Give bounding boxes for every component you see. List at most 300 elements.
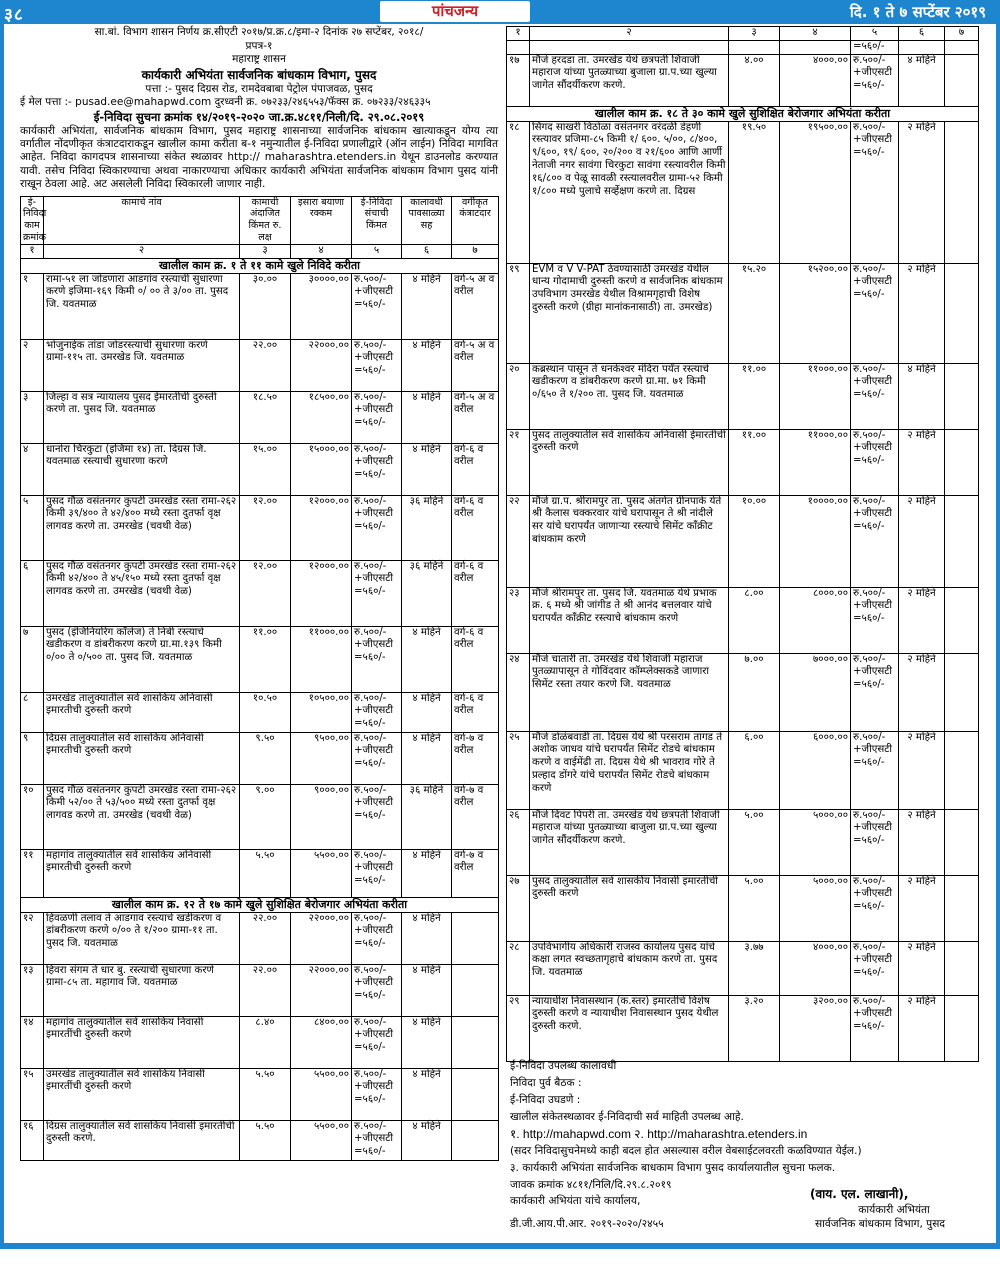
fee-text: +जीएसटी	[354, 862, 394, 874]
work-name: मौजे श्रीरामपुर ता. पुसद जि. यवतमाळ येथे प्रभाक क्र. ६ मध्ये श्री जांगीड ते श्री आनंद बत्तलवार यांचे घरापर्यंत कॉंक्रीट रस्त्याचे बांधकाम करणे	[530, 587, 729, 653]
section-title-row	[21, 258, 499, 273]
estimated-cost: ३.२०	[729, 995, 780, 1061]
work-number: २०	[507, 363, 530, 429]
estimated-cost: ९.५०	[240, 732, 291, 784]
work-name: मौजे ग्रा.प. श्रीरामपुर ता. पुसद अंतर्गत ग्रीनपार्क येते श्री कैलास चक्करवार यांचे घरापासून ते श्री नांदीले सर यांचे घरापर्यंत जाणाऱ्या रस्त्याचे सिमेंट कॉंक्रीट बांधकाम करणे	[530, 495, 729, 587]
fee-cell	[352, 339, 402, 391]
fee-cell	[352, 391, 402, 443]
earnest-money: ३००००.००	[291, 273, 352, 339]
fee-cell	[851, 653, 899, 731]
earnest-money: १०५००.००	[291, 692, 352, 732]
duration: २ महिने	[899, 121, 945, 263]
work-number: ८	[21, 692, 44, 732]
work-name: मौजे चातारी ता. उमरखेड येथे शिवाजी महाराज पुतळ्यापासून ते गोविंदवार कॉम्प्लेक्सकडे जाणारा सिमेंट रस्ता तयार करणे जि. यवतमाळ	[530, 653, 729, 731]
table-row	[507, 54, 979, 106]
estimated-cost: ६.००	[729, 731, 780, 809]
fee-text: रु.५००/-	[354, 560, 387, 572]
estimated-cost: ११.००	[240, 626, 291, 692]
works-table-right	[506, 26, 979, 1062]
header-cell: वर्गीकृत कंत्राटदार	[452, 196, 499, 244]
fee-text: +जीएसटी	[354, 925, 394, 937]
column-number: ५	[352, 244, 402, 258]
work-number: १८	[507, 121, 530, 263]
estimated-cost: १८.५०	[240, 391, 291, 443]
fee-text: +जीएसटी	[354, 352, 394, 364]
estimated-cost: १५.००	[240, 443, 291, 495]
form-number: प्रपत्र-१	[245, 39, 273, 52]
fee-text: +जीएसटी	[853, 744, 893, 756]
column-number: १	[507, 27, 530, 41]
page-number: ३८	[4, 5, 24, 25]
duration: ३६ महिने	[402, 784, 452, 849]
work-name: कब्रस्थान पासून ते धनकेश्वर मंदिरा पर्यंत रस्त्याचे खडीकरण व डांबरीकरण करणे ग्रा.मा. ७१ किमी ०/६५० ते १/२०० ता. पुसद जि. यवतमाळ	[530, 363, 729, 429]
fee-cell	[352, 849, 402, 897]
table-row	[21, 1120, 499, 1160]
table-row	[21, 626, 499, 692]
estimated-cost: १०.००	[729, 495, 780, 587]
column-number: २	[44, 244, 240, 258]
fee-text: =५६०/-	[354, 586, 386, 598]
empty-cell	[729, 40, 780, 54]
work-number: ६	[21, 560, 44, 626]
fee-cell	[851, 809, 899, 875]
duration: ३६ महिने	[402, 495, 452, 560]
section-title: खालील काम क्र. १ ते ११ कामे खुले निविदे करीता	[21, 258, 499, 273]
earnest-money: ३२००.००	[780, 995, 851, 1061]
contractor-class	[945, 363, 979, 429]
earnest-money: २२०००.००	[291, 339, 352, 391]
section-title-row	[21, 897, 499, 912]
column-number-row	[507, 27, 979, 41]
fee-text: =५६०/-	[354, 469, 386, 481]
work-number: १	[21, 273, 44, 339]
work-name: भोजुनाईक तांडा जोडरस्त्याची सुधारणा करणे ग्रामा-११५ ता. उमरखेड जि. यवतमाळ	[44, 339, 240, 391]
right-border	[996, 24, 1000, 1249]
footer-l3: ई-निविदा उघडणे :	[510, 1094, 581, 1106]
table-row	[507, 121, 979, 263]
estimated-cost: १५.२०	[729, 263, 780, 363]
notice-body: कार्यकारी अभियंता, सार्वजनिक बांधकाम विभाग, पुसद महाराष्ट्र शासनाच्या सार्वजनिक बांधकाम खात्याकडून योग्य त्या वर्गातील नोंदणीकृत कंत्राटदाराकडून खालील कामा करीता ब-१ नमुन्यातील ई-निविदा प्रणालीद्वारे (ऑन लाईन) निविदा मागवित आहेत. निविदा कागदपत्र शासनाच्या संकेत स्थळावर http:// maharashtra.etenders.in येथून डाउनलोड करण्यात यावी. तसेच निविदा स्विकारण्याचा अथवा नाकारण्याचा अधिकार कार्यकारी अभियंता सार्वजनिक बांधकाम विभाग पुसद यांनी राखून ठेवला आहे. अट असलेली निविदा स्विकारली जाणार नाही.	[20, 124, 498, 191]
work-number: २१	[507, 429, 530, 495]
table-row	[507, 653, 979, 731]
estimated-cost: ५.५०	[240, 849, 291, 897]
contractor-class	[945, 941, 979, 995]
work-number: २२	[507, 495, 530, 587]
fee-text: =५६०/-	[354, 299, 386, 311]
table-row	[507, 263, 979, 363]
fee-text: रु.५००/-	[853, 429, 886, 441]
earnest-money: ९५००.००	[291, 732, 352, 784]
fee-cell	[851, 941, 899, 995]
signatory-name: (वाय. एल. लाखानी),	[810, 1187, 909, 1201]
contact-line: ई मेल पत्ता :- pusad.ee@mahapwd.com दुरध्वनी क्र. ०७२३३/२४६५५३/फॅक्स क्र. ०७२३३/२४६३३५	[20, 96, 431, 108]
footer-l1: ई-निविदा उपलब्ध कालावधी	[510, 1060, 617, 1072]
fee-text: =५६०/-	[354, 938, 386, 950]
fee-text: रु.५००/-	[354, 692, 387, 704]
estimated-cost: १०.५०	[240, 692, 291, 732]
estimated-cost: ३०.००	[240, 273, 291, 339]
duration: ४ महिने	[402, 273, 452, 339]
empty-cell	[507, 40, 530, 54]
footer-release-no: डी.जी.आय.पी.आर. २०१९-२०२०/२४५५	[510, 1218, 664, 1230]
fee-text: =५६०/-	[354, 1042, 386, 1054]
fee-text: =५६०/-	[853, 901, 885, 913]
duration: २ महिने	[899, 875, 945, 941]
contractor-class	[945, 121, 979, 263]
fee-cell	[851, 587, 899, 653]
contractor-class	[945, 809, 979, 875]
estimated-cost: ७.००	[729, 653, 780, 731]
table-row	[507, 495, 979, 587]
contractor-class	[945, 875, 979, 941]
office-title: कार्यकारी अभियंता सार्वजनिक बांधकाम विभाग, पुसद	[141, 67, 377, 82]
header-cell: कामाचे नांव	[44, 196, 240, 244]
work-name: दिग्रस तालुक्यातील सर्व शासकिय अनिवासी इमारतीची दुरुस्ती करणे	[44, 732, 240, 784]
work-name: पुसद तालुक्यातील सर्व शासकिय अनिवासी ईमारतीची दुरुस्ती करणे	[530, 429, 729, 495]
table-row	[21, 1068, 499, 1120]
work-number: ७	[21, 626, 44, 692]
signatory-title: कार्यकारी अभियंता	[858, 1204, 930, 1216]
earnest-money: ५५००.००	[291, 1120, 352, 1160]
fee-text: रु.५००/-	[853, 875, 886, 887]
earnest-money: ११०००.००	[291, 626, 352, 692]
fee-text: =५६०/-	[354, 718, 386, 730]
table-row	[21, 732, 499, 784]
contractor-class	[452, 964, 499, 1016]
estimated-cost: १२.००	[240, 495, 291, 560]
column-number: ६	[402, 244, 452, 258]
fee-text: +जीएसटी	[853, 442, 893, 454]
fee-text: रु.५००/-	[354, 626, 387, 638]
footer-l9: कार्यकारी अभियंता यांचे कार्यालय,	[510, 1195, 641, 1207]
fee-text: +जीएसटी	[354, 797, 394, 809]
fee-text: +जीएसटी	[354, 456, 394, 468]
contractor-class	[945, 653, 979, 731]
fee-text: +जीएसटी	[354, 977, 394, 989]
fee-text: =५६०/-	[354, 990, 386, 1002]
contractor-class: वर्ग-६ व वरील	[452, 560, 499, 626]
work-number: ९	[21, 732, 44, 784]
duration: २ महिने	[899, 263, 945, 363]
fee-cell	[851, 731, 899, 809]
work-number: १४	[21, 1016, 44, 1068]
contractor-class: वर्ग-५ अ व वरील	[452, 273, 499, 339]
fee-text: रु.५००/-	[853, 731, 886, 743]
estimated-cost: २२.००	[240, 912, 291, 964]
work-number: १२	[21, 912, 44, 964]
work-name: मौजे हरदडा ता. उमरखेड येथे छत्रपती शिवाजी महाराज यांच्या पुतळ्याच्या बुजाला ग्रा.प.च्या खुल्या जागेत सौंदर्यीकरण करणे.	[530, 54, 729, 106]
earnest-money: १२०००.००	[291, 495, 352, 560]
table-row	[21, 692, 499, 732]
work-number: १३	[21, 964, 44, 1016]
fee-text: रु.५००/-	[853, 363, 886, 375]
duration: २ महिने	[899, 941, 945, 995]
duration: ४ महिने	[402, 443, 452, 495]
fee-text: +जीएसटी	[853, 1008, 893, 1020]
table-row	[507, 941, 979, 995]
work-name: महागांव तालुक्यातील सर्व शासकिय अनिवासी इमारतीची दुरुस्ती करणे	[44, 849, 240, 897]
fee-cell	[851, 121, 899, 263]
earnest-money: ५०००.००	[780, 809, 851, 875]
earnest-money: ९०००.००	[291, 784, 352, 849]
earnest-money: ५५००.००	[291, 1068, 352, 1120]
fee-cell	[851, 54, 899, 106]
estimated-cost: १९.५०	[729, 121, 780, 263]
earnest-money: १५२००.००	[780, 263, 851, 363]
fee-text: +जीएसटी	[354, 508, 394, 520]
empty-cell	[530, 40, 729, 54]
earnest-money: १२०००.००	[291, 560, 352, 626]
fee-cell	[352, 784, 402, 849]
fee-text: =५६०/-	[354, 521, 386, 533]
column-number: ४	[291, 244, 352, 258]
contractor-class: वर्ग-७ व वरील	[452, 849, 499, 897]
earnest-money: १००००.००	[780, 495, 851, 587]
office-address: पत्ता :- पुसद दिग्रस रोड, रामदेवबाबा पेट्रोल पंपाजवळ, पुसद	[145, 82, 373, 95]
work-name: EVM व V V-PAT ठेवण्यासाठी उमरखेड येथील धान्य गोदामाची दुरुस्ती करणे व सार्वजनिक बांधकाम उपविभाग उमरखेड येथील विश्रामगृहाची विशेष दुरुस्ती करणे (ग्रीहा मानांकनासाठी) ता. उमरखेड)	[530, 263, 729, 363]
fee-text: =५६०/-	[853, 1021, 885, 1033]
fee-cell	[352, 1016, 402, 1068]
work-name: दिग्रस तालुक्यातील सर्व शासकिय निवासी इमारतींची दुरुस्ती करणे.	[44, 1120, 240, 1160]
header-cell: इसारा बयाणा रक्कम	[291, 196, 352, 244]
gr-reference: सा.बां. विभाग शासन निर्णय क्र.सीएटी २०१७/प्र.क्र.८/इमा-२ दिनांक २७ सप्टेंबर, २०१८/	[94, 26, 424, 38]
fee-text: +जीएसटी	[354, 404, 394, 416]
fee-text: =५६०/-	[853, 613, 885, 625]
contractor-class	[945, 731, 979, 809]
duration: ४ महिने	[899, 363, 945, 429]
work-number: ११	[21, 849, 44, 897]
newspaper-logo: पांचजन्य	[380, 1, 530, 22]
earnest-money: ५०००.००	[780, 875, 851, 941]
fee-cell	[851, 429, 899, 495]
column-number: ५	[851, 27, 899, 41]
work-name: पुसद गौळ वसंतनगर कुपटी उमरखेड रस्ता रामा-२६२ किमी ५२/०० ते ५३/५०० मध्ये रस्ता दुतर्फा वृक्ष लागवड करणे ता. उमरखेड (चवथी वेळ)	[44, 784, 240, 849]
fee-cell	[352, 964, 402, 1016]
duration: ४ महिने	[402, 1068, 452, 1120]
fee-cell	[352, 495, 402, 560]
fee-text: रु.५००/-	[853, 121, 886, 133]
contractor-class	[945, 429, 979, 495]
fee-text: +जीएसटी	[354, 705, 394, 717]
fee-text: रु.५००/-	[354, 964, 387, 976]
work-number: १०	[21, 784, 44, 849]
estimated-cost: ३.७७	[729, 941, 780, 995]
work-name: पुसद गौळ वसंतनगर कुपटी उमरखेड रस्ता रामा-२६२ किमी ३९/४०० ते ४२/४०० मध्ये रस्ता दुतर्फा वृक्ष लागवड करणे ता. उमरखेड (चवथी वेळ)	[44, 495, 240, 560]
duration: ४ महिने	[402, 626, 452, 692]
earnest-money: ४०००.००	[780, 54, 851, 106]
issue-date: दि. १ ते ७ सप्टेंबर २०१९	[849, 3, 986, 21]
fee-text: +जीएसटी	[354, 1081, 394, 1093]
duration: ४ महिने	[402, 912, 452, 964]
contractor-class: वर्ग-७ व वरील	[452, 732, 499, 784]
estimated-cost: ५.००	[729, 809, 780, 875]
continuation-row	[507, 40, 979, 54]
empty-cell	[899, 40, 945, 54]
table-row	[21, 273, 499, 339]
duration: २ महिने	[899, 731, 945, 809]
fee-text: =५६०/-	[354, 417, 386, 429]
work-name: हिवरा संगम ते धार बु. रस्त्याची सुधारणा करणे ग्रामा-८५ ता. महागाव जि. यवतमाळ	[44, 964, 240, 1016]
column-number: ७	[452, 244, 499, 258]
work-number: २८	[507, 941, 530, 995]
fee-text: रु.५००/-	[354, 273, 387, 285]
fee-cell	[851, 495, 899, 587]
table-row	[21, 1016, 499, 1068]
duration: २ महिने	[899, 809, 945, 875]
footer-websites: १. http://mahapwd.com २. http://maharashtra.etenders.in	[510, 1127, 808, 1141]
fee-text: +जीएसटी	[354, 1133, 394, 1145]
contractor-class: वर्ग-६ व वरील	[452, 626, 499, 692]
fee-text: रु.५००/-	[354, 495, 387, 507]
fee-text: =५६०/-	[354, 810, 386, 822]
table-row	[21, 560, 499, 626]
contractor-class	[452, 1068, 499, 1120]
fee-text: रु.५००/-	[354, 339, 387, 351]
work-name: न्यायाधीश निवासस्थान (क.स्तर) इमारतीचे विशेष दुरुस्ती करणे व न्यायाधीश निवासस्थान पुसद येथील दुरुस्ती करणे.	[530, 995, 729, 1061]
work-number: १७	[507, 54, 530, 106]
table-row	[507, 875, 979, 941]
fee-text: =५६०/-	[853, 757, 885, 769]
contractor-class	[945, 495, 979, 587]
contractor-class: वर्ग-५ अ व वरील	[452, 339, 499, 391]
contractor-class: वर्ग-५ अ व वरील	[452, 391, 499, 443]
duration: ४ महिने	[402, 1120, 452, 1160]
footer-l6: (सदर निविदासुचनेमध्ये काही बदल होत असल्यास वरील वेबसाईटलवरती कळविण्यात येईल.)	[510, 1145, 862, 1157]
earnest-money: १५०००.००	[291, 443, 352, 495]
duration: २ महिने	[899, 495, 945, 587]
work-name: रामा-५१ ला जोडणारा आडगांव रस्त्याची सुधारणा करणे इजिमा-१६९ किमी ०/ ०० ते ३/०० ता. पुसद जि. यवतमाळ	[44, 273, 240, 339]
fee-text: =५६०/-	[853, 289, 885, 301]
work-name: उपविभागीय अधिकारी राजस्व कार्यालय पुसद यांचे कक्षा लगत स्वच्छतागृहाचे बांधकाम करणे ता. पुसद जि. यवतमाळ	[530, 941, 729, 995]
table-row	[507, 809, 979, 875]
contractor-class	[452, 1120, 499, 1160]
earnest-money: ११०००.००	[780, 363, 851, 429]
table-row	[21, 784, 499, 849]
contractor-class	[452, 912, 499, 964]
fee-text: +जीएसटी	[853, 134, 893, 146]
duration: ४ महिने	[402, 964, 452, 1016]
fee-text: +जीएसटी	[853, 276, 893, 288]
fee-text: रु.५००/-	[354, 1120, 387, 1132]
contractor-class	[945, 263, 979, 363]
left-border	[0, 24, 4, 1249]
page-header-bar	[0, 0, 1000, 24]
fee-text: रु.५००/-	[354, 443, 387, 455]
fee-cell	[352, 273, 402, 339]
section-title-row	[507, 106, 979, 121]
column-number-row	[21, 244, 499, 258]
work-name: जिल्हा व सत्र न्यायालय पुसद ईमारतीची दुरुस्ती करणे ता. पुसद जि. यवतमाळ	[44, 391, 240, 443]
duration: ४ महिने	[402, 391, 452, 443]
fee-text: रु.५००/-	[354, 391, 387, 403]
footer-l8: जावक क्रमांक ४८११/निलि/दि.२९.८.२०१९	[510, 1179, 672, 1191]
fee-text: =५६०/-	[354, 365, 386, 377]
column-number: ६	[899, 27, 945, 41]
fee-text: रु.५००/-	[354, 732, 387, 744]
table-row	[507, 731, 979, 809]
table-row	[21, 964, 499, 1016]
work-name: महागांव तालुक्यातील सर्व शासकिय निवासी इमारतींची दुरुस्ती करणे	[44, 1016, 240, 1068]
fee-cell	[851, 363, 899, 429]
earnest-money: १८५००.००	[291, 391, 352, 443]
contractor-class: वर्ग-६ व वरील	[452, 495, 499, 560]
fee-text: रु.५००/-	[853, 653, 886, 665]
earnest-money: २२०००.००	[291, 964, 352, 1016]
fee-text: =५६०/-	[851, 40, 899, 54]
fee-cell	[352, 732, 402, 784]
earnest-money: ४०००.००	[780, 941, 851, 995]
fee-text: +जीएसटी	[354, 573, 394, 585]
work-number: १६	[21, 1120, 44, 1160]
fee-text: रु.५००/-	[853, 809, 886, 821]
estimated-cost: ४.००	[729, 54, 780, 106]
notice-number: ई-निविदा सुचना क्रमांक १४/२०१९-२०२० जा.क्र.४८११/निली/दि. २९.०८.२०१९	[93, 109, 425, 124]
work-number: २३	[507, 587, 530, 653]
earnest-money: ८४००.००	[291, 1016, 352, 1068]
fee-cell	[851, 995, 899, 1061]
fee-cell	[352, 692, 402, 732]
work-name: उमरखेड तालुक्यातील सर्व शासकिय निवासी इमारतींची दुरुस्ती करणे	[44, 1068, 240, 1120]
fee-text: रु.५००/-	[354, 849, 387, 861]
column-number: ३	[240, 244, 291, 258]
duration: २ महिने	[899, 587, 945, 653]
fee-text: रु.५००/-	[354, 1068, 387, 1080]
duration: ४ महिने	[899, 54, 945, 106]
fee-text: =५६०/-	[354, 652, 386, 664]
contractor-class: वर्ग-६ व वरील	[452, 443, 499, 495]
table-row	[21, 391, 499, 443]
fee-text: =५६०/-	[354, 1146, 386, 1158]
estimated-cost: २२.००	[240, 339, 291, 391]
fee-text: +जीएसटी	[853, 888, 893, 900]
estimated-cost: ९.००	[240, 784, 291, 849]
fee-text: =५६०/-	[853, 80, 885, 92]
section-title: खालील काम क्र. १२ ते १७ कामे खुले सुशिक्षित बेरोजगार अभियंता करीता	[21, 897, 499, 912]
table-row	[507, 995, 979, 1061]
work-number: २५	[507, 731, 530, 809]
footer-l7: ३. कार्यकारी अभियंता सार्वजनिक बाधकाम विभाग पुसद कार्यालयातील सुचना फलक.	[510, 1162, 836, 1174]
earnest-money: ८०००.००	[780, 587, 851, 653]
duration: ४ महिने	[402, 692, 452, 732]
contractor-class	[945, 587, 979, 653]
fee-text: =५६०/-	[853, 147, 885, 159]
fee-text: +जीएसटी	[853, 376, 893, 388]
work-number: १९	[507, 263, 530, 363]
table-row	[507, 587, 979, 653]
fee-text: =५६०/-	[853, 521, 885, 533]
earnest-money: १९५००.००	[780, 121, 851, 263]
duration: ४ महिने	[402, 732, 452, 784]
duration: २ महिने	[899, 995, 945, 1061]
column-number: ३	[729, 27, 780, 41]
fee-text: रु.५००/-	[354, 1016, 387, 1028]
fee-text: =५६०/-	[354, 1094, 386, 1106]
earnest-money: ५५००.००	[291, 849, 352, 897]
fee-text: रु.५००/-	[853, 941, 886, 953]
signatory-dept: सार्वजनिक बांधकाम विभाग, पुसद	[814, 1218, 945, 1230]
fee-text: रु.५००/-	[853, 54, 886, 66]
fee-text: रु.५००/-	[853, 587, 886, 599]
empty-cell	[780, 40, 851, 54]
work-name: मौजे डोळंबवाडी ता. दिग्रस येथे श्री परसराम तागड ते अशोक जाधव यांचे घरापर्यंत सिमेंट रोडचे बांधकाम करणे व वाईमेंढी ता. दिग्रस येथे श्री भावराव गोरे ते प्रल्हाद डोंगरे यांचे घरापर्यंत सिमेंट रोडचे बांधकाम करणे	[530, 731, 729, 809]
bottom-border	[0, 1243, 1000, 1249]
empty-cell	[945, 40, 979, 54]
duration: ४ महिने	[402, 849, 452, 897]
table-row	[21, 912, 499, 964]
fee-text: रु.५००/-	[853, 263, 886, 275]
fee-text: +जीएसटी	[354, 745, 394, 757]
column-number: ४	[780, 27, 851, 41]
